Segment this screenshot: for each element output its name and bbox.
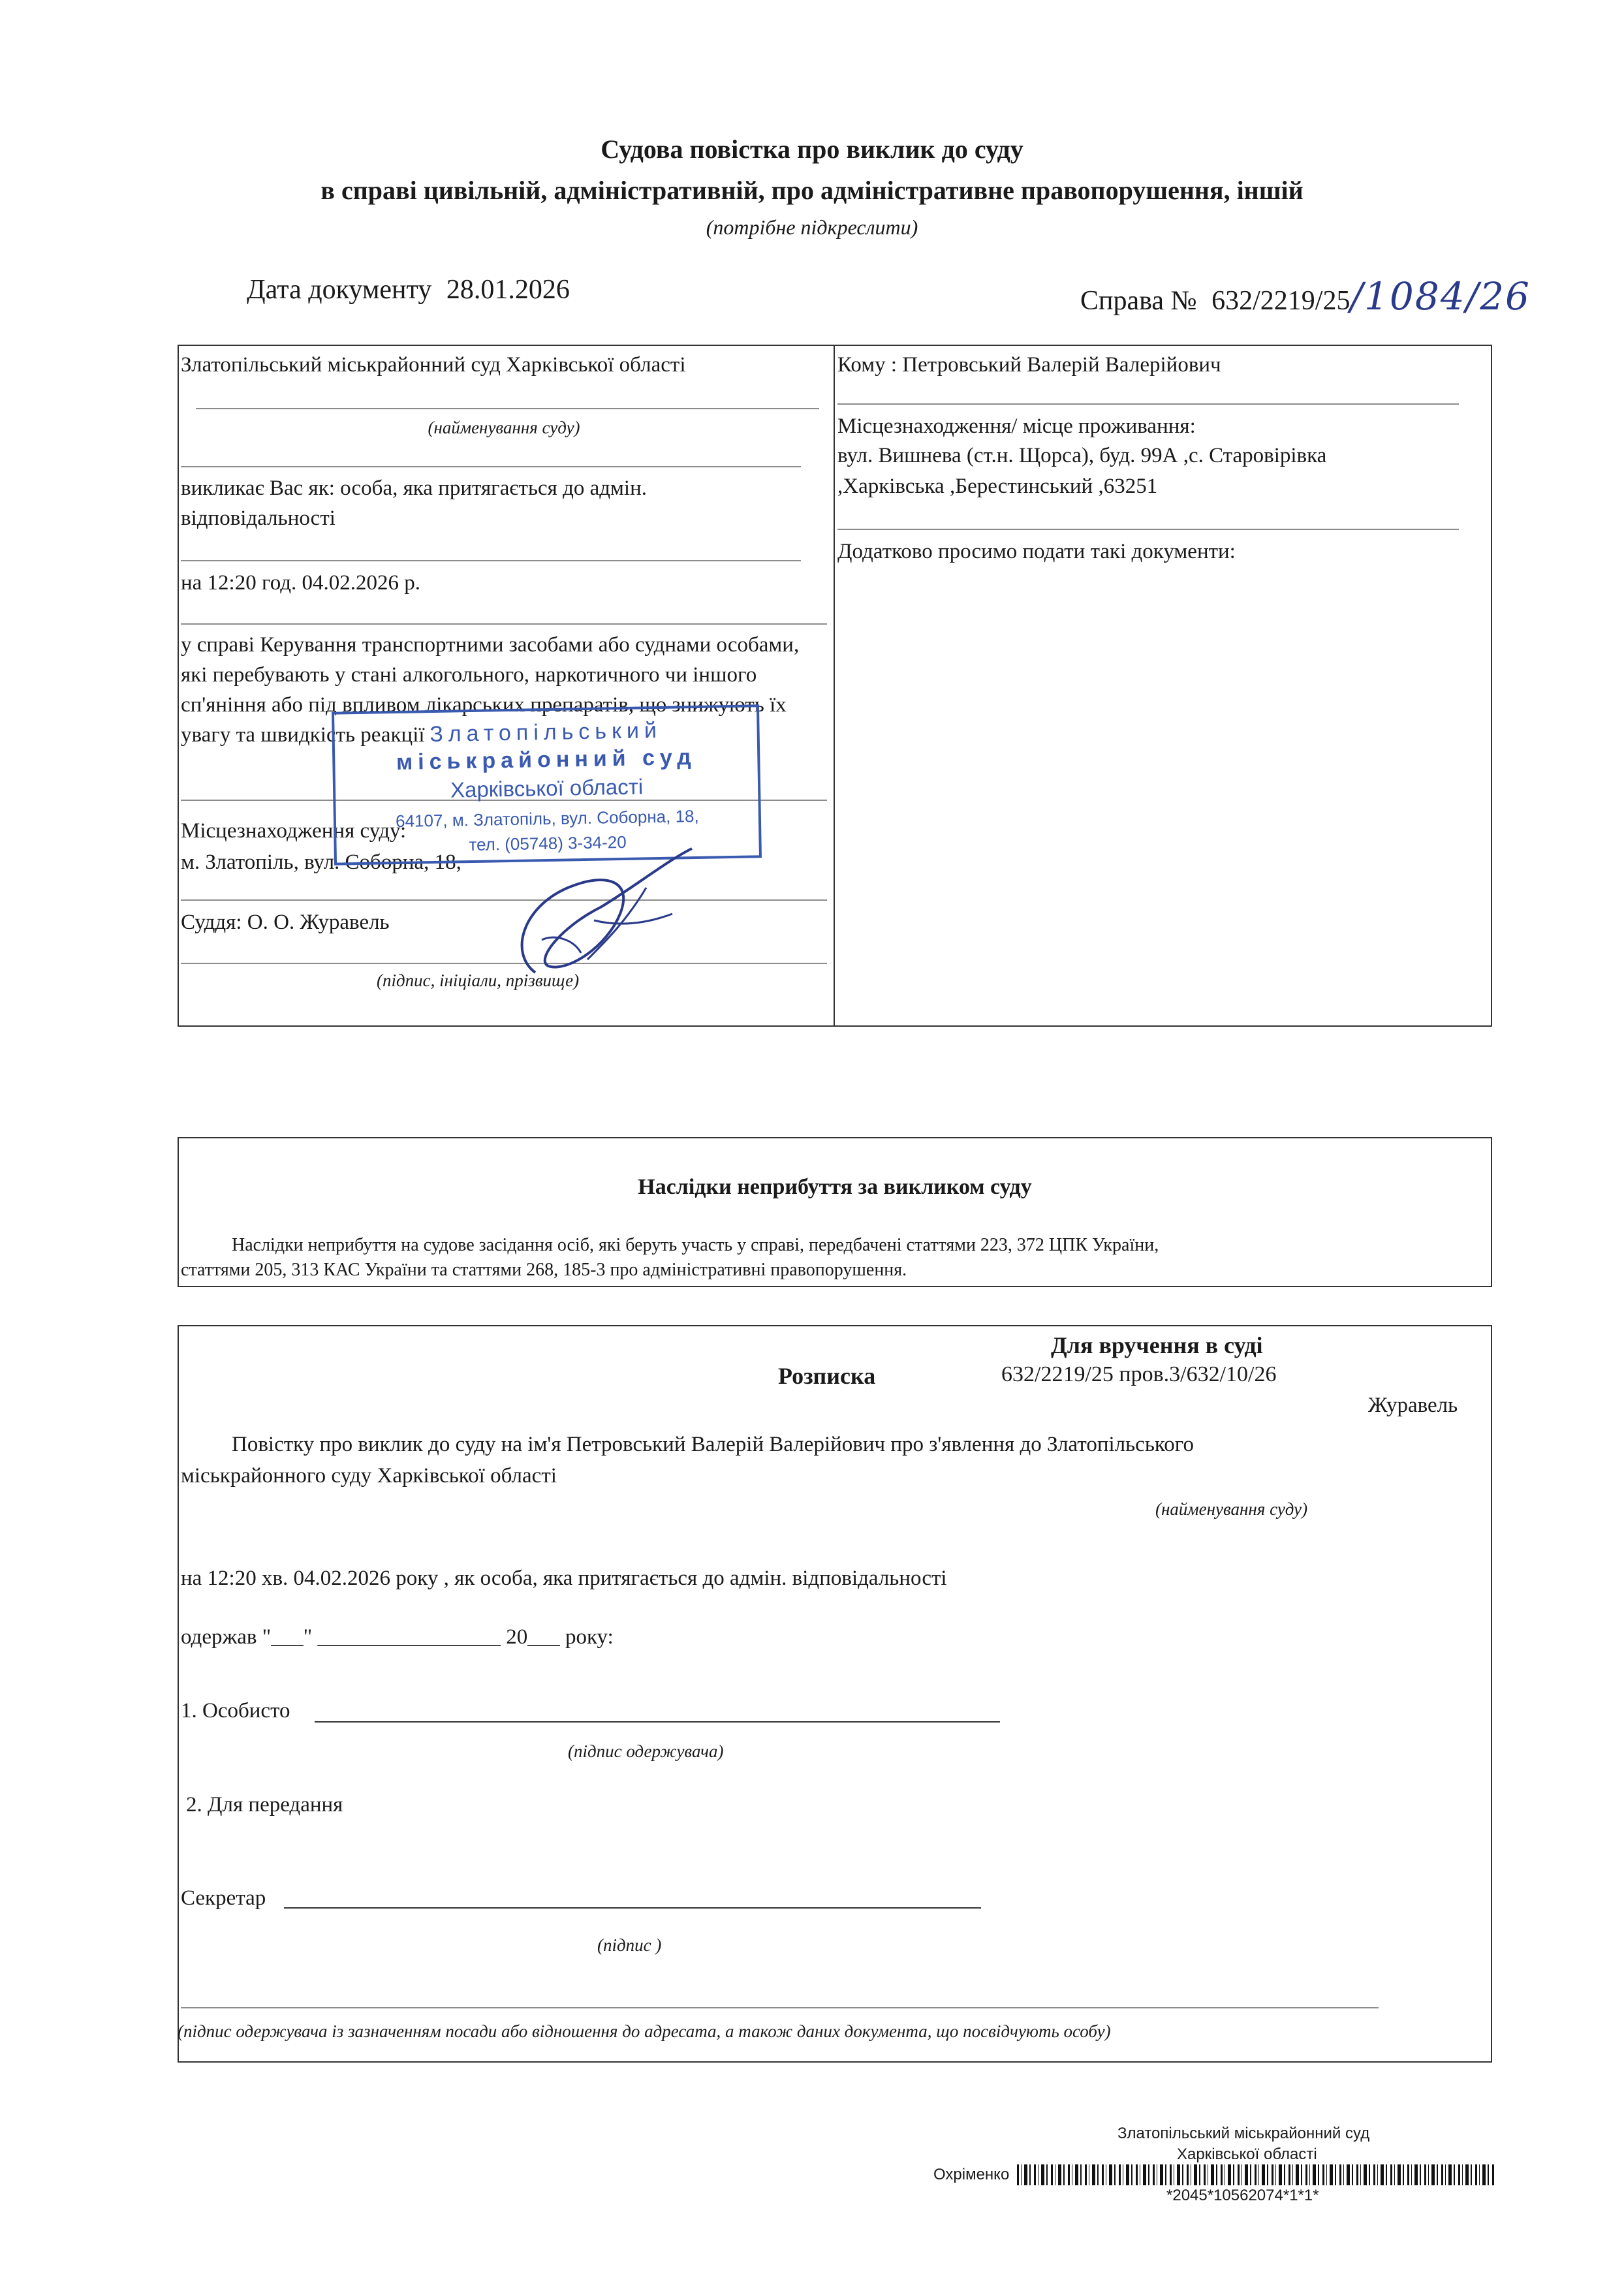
divider [196,408,819,409]
divider [837,403,1459,405]
stamp-line4: 64107, м. Златопіль, вул. Соборна, 18, [395,805,699,832]
date-value: 28.01.2026 [446,275,570,305]
divider [181,560,801,561]
footer-clerk-name: Охріменко [933,2166,1010,2183]
court-stamp [332,704,762,865]
judge-name: Суддя: О. О. Журавель [181,911,390,934]
barcode-text: *2045*10562074*1*1* [1166,2187,1319,2204]
extra-documents-label: Додатково просимо подати такі документи: [837,540,1236,563]
court-name: Златопільський міськрайонний суд Харківської області [181,353,686,377]
receipt-time-line: на 12:20 хв. 04.02.2026 року , як особа, яка притягається до адмін. відповідальності [181,1567,947,1590]
stamp-line3: Харківської області [450,774,644,802]
case-number: 632/2219/25 [1211,286,1351,316]
secretary-signature-line [284,1907,981,1909]
recipient-details-caption: (підпис одержувача із зазначенням посади або відношення до адресата, а також даних документа, що посвідчують особу) [178,2021,1111,2041]
footer-court-line1: Златопільський міськрайонний суд [1117,2125,1370,2142]
divider [837,529,1459,530]
recipient-details-line [181,2007,1379,2008]
personally-label: 1. Особисто [181,1699,290,1723]
for-court-delivery: Для вручення в суді [1051,1332,1263,1358]
column-divider [834,345,835,1027]
receipt-body-line1: Повістку про виклик до суду на ім'я Петровський Валерій Валерійович про з'явлення до Златопільського [232,1433,1194,1456]
received-date-line: одержав "___" _________________ 20___ року: [181,1625,614,1649]
handwritten-case-suffix: /1084/26 [1350,274,1531,319]
recipient-name: Кому : Петровський Валерій Валерійович [837,353,1221,377]
residence-address-line2: ,Харківська ,Берестинський ,63251 [837,475,1158,498]
secretary-signature-caption: (підпис ) [597,1935,662,1955]
judge-signature [496,842,711,1005]
footer-court-line2: Харківської області [1177,2145,1317,2163]
for-transfer-label: 2. Для передання [186,1793,343,1817]
court-location-value: м. Златопіль, вул. Соборна, 18, [181,850,461,874]
consequences-text-line2: статтями 205, 313 КАС України та статтями 268, 185-3 про адміністративні правопорушення. [181,1260,907,1280]
date-label: Дата документу [247,275,432,305]
case-subject: у справі Керування транспортними засобами або суднами особами, які перебувають у стані алкогольного, наркотичного чи іншого сп'яніння або під впливом лікарських препаратів, що знижують їх увагу та швидкість реакції [181,633,800,747]
receipt-court-caption: (найменування суду) [1155,1499,1308,1519]
consequences-text-line1: Наслідки неприбуття на судове засідання осіб, які беруть участь у справі, передбачені статтями 223, 372 ЦПК України, [232,1235,1159,1255]
receipt-title: Розписка [778,1363,876,1389]
receipt-reference: 632/2219/25 пров.3/632/10/26 [1001,1362,1277,1386]
case-label: Справа № [1080,286,1197,316]
stamp-line2: міськрайонний суд [396,744,696,775]
receipt-judge: Журавель [1368,1394,1458,1417]
receipt-body-line2: міськрайонного суду Харківської області [181,1464,557,1488]
signature-caption: (підпис, ініціали, прізвище) [377,971,580,990]
document-date [247,274,570,305]
barcode [1017,2164,1495,2185]
divider [181,623,827,625]
residence-address-line1: вул. Вишнева (ст.н. Щорса), буд. 99А ,с. Старовірівка [837,444,1327,467]
court-name-caption: (найменування суду) [428,418,580,437]
personally-signature-line [315,1721,1000,1723]
summons-role: викликає Вас як: особа, яка притягається до адмін. відповідальності [181,476,648,530]
underline-note: (потрібне підкреслити) [706,215,918,239]
stamp-line5: тел. (05748) 3-34-20 [469,832,627,855]
stamp-line1: Златопільський [429,717,663,747]
case-number-block [1080,274,1531,319]
consequences-title: Наслідки неприбуття за викликом суду [638,1175,1032,1199]
document-title: Судова повістка про виклик до суду [601,134,1023,164]
residence-label: Місцезнаходження/ місце проживання: [837,414,1196,438]
recipient-signature-caption: (підпис одержувача) [568,1741,724,1761]
divider [181,466,801,467]
hearing-time: на 12:20 год. 04.02.2026 р. [181,571,421,595]
document-subtitle: в справі цивільній, адміністративній, про адміністративне правопорушення, іншій [320,176,1304,205]
court-location-label: Місцезнаходження суду: [181,819,407,843]
secretary-label: Секретар [181,1886,266,1910]
